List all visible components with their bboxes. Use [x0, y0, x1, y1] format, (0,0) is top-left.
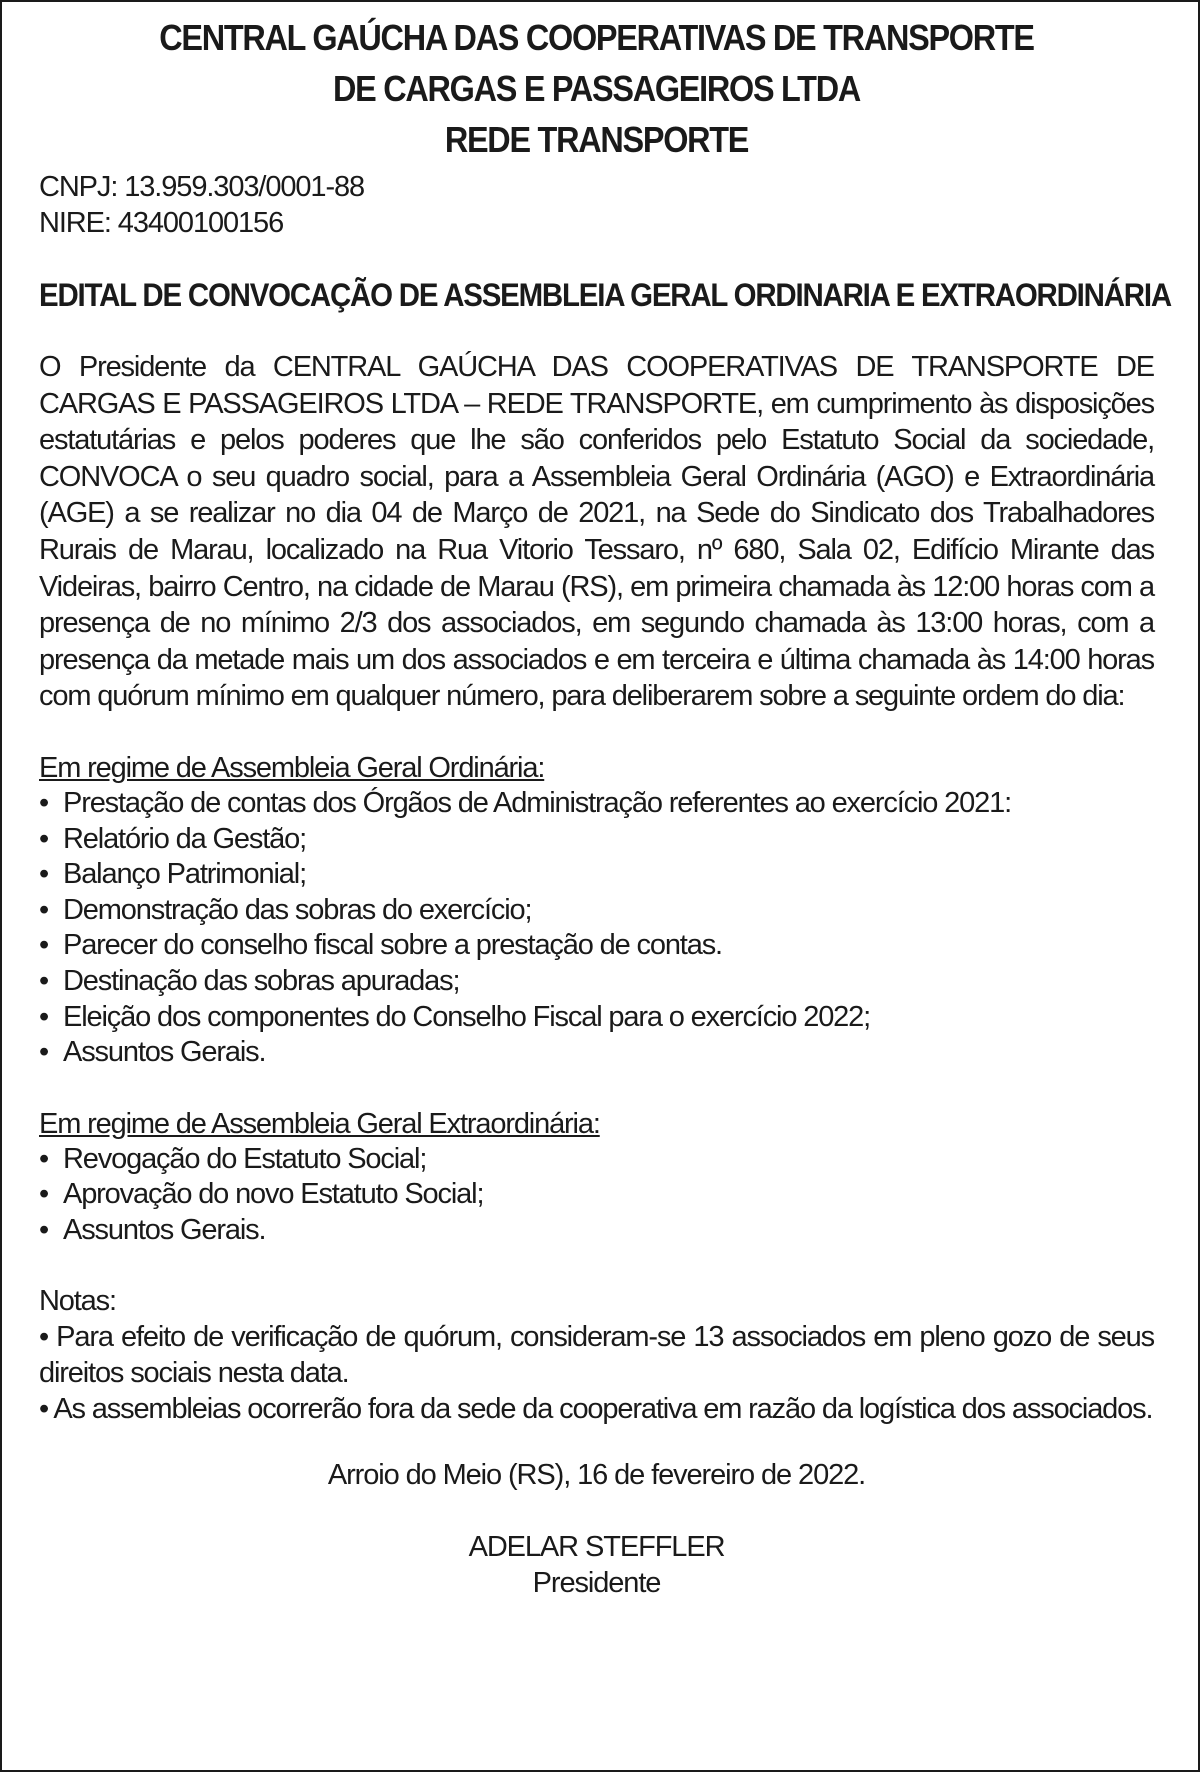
cooperative-name-line-2: DE CARGAS E PASSAGEIROS LTDA — [333, 68, 860, 109]
bullet-icon: • — [39, 964, 49, 997]
bullet-icon: • — [39, 822, 49, 855]
list-item: • Assuntos Gerais. — [39, 1213, 1154, 1249]
bullet-icon: • — [39, 1213, 49, 1246]
bullet-icon: • — [39, 1321, 49, 1354]
age-agenda-list — [39, 1142, 1154, 1249]
notes-section — [39, 1284, 1154, 1427]
bullet-icon: • — [39, 858, 49, 891]
cooperative-name-line-1: CENTRAL GAÚCHA DAS COOPERATIVAS DE TRANSPORTE — [159, 17, 1034, 58]
ago-section — [39, 751, 1154, 1071]
list-item: • Prestação de contas dos Órgãos de Administração referentes ao exercício 2021: — [39, 786, 1154, 822]
bullet-icon: • — [39, 929, 49, 962]
list-item: • Destinação das sobras apuradas; — [39, 964, 1154, 1000]
convocation-paragraph: O Presidente da CENTRAL GAÚCHA DAS COOPERATIVAS DE TRANSPORTE DE CARGAS E PASSAGEIROS LTDA – REDE TRANSPORTE, em cumprimento às disposições estatutárias e pelos poderes que lhe são conferidos pelo Estatuto Social da sociedade, CONVOCA o seu quadro social, para a Assembleia Geral Ordinária (AGO) e Extraordinária (AGE) a se realizar no dia 04 de Março de 2021, na Sede do Sindicato dos Trabalhadores Rurais de Marau, localizado na Rua Vitorio Tessaro, nº 680, Sala 02, Edifício Mirante das Videiras, bairro Centro, na cidade de Marau (RS), em primeira chamada às 12:00 horas com a presença de no mínimo 2/3 dos associados, em segundo chamada às 13:00 horas, com a presença da metade mais um dos associados e em terceira e última chamada às 14:00 horas com quórum mínimo em qualquer número, para deliberarem sobre a seguinte ordem do dia: — [39, 351, 1154, 713]
notice-content — [39, 12, 1171, 1601]
nire-number: NIRE: 43400100156 — [39, 207, 284, 239]
list-item: • Parecer do conselho fiscal sobre a prestação de contas. — [39, 928, 1154, 964]
signatory-name: ADELAR STEFFLER — [468, 1531, 725, 1564]
list-item: • Aprovação do novo Estatuto Social; — [39, 1177, 1154, 1213]
signatory-role: Presidente — [532, 1567, 661, 1600]
place-and-date: Arroio do Meio (RS), 16 de fevereiro de 2022. — [327, 1459, 866, 1492]
list-item: • Balanço Patrimonial; — [39, 857, 1154, 893]
bullet-icon: • — [39, 1178, 49, 1211]
age-section — [39, 1107, 1154, 1249]
note-quorum: • Para efeito de verificação de quórum, consideram-se 13 associados em pleno gozo de seus direitos sociais nesta data. — [39, 1321, 1154, 1390]
list-item: • Relatório da Gestão; — [39, 822, 1154, 858]
signature-block — [39, 1529, 1154, 1601]
bullet-icon: • — [39, 1036, 49, 1069]
notes-label: Notas: — [39, 1285, 116, 1318]
bullet-icon: • — [39, 1142, 49, 1175]
registration-info — [39, 169, 1154, 241]
list-item: • Eleição dos componentes do Conselho Fiscal para o exercício 2022; — [39, 1000, 1154, 1036]
ago-section-title: Em regime de Assembleia Geral Ordinária: — [39, 751, 545, 784]
note-location: • As assembleias ocorrerão fora da sede da cooperativa em razão da logística dos associados. — [39, 1393, 1153, 1426]
list-item: • Assuntos Gerais. — [39, 1035, 1154, 1071]
cooperative-brand-name: REDE TRANSPORTE — [444, 119, 749, 160]
notice-heading: EDITAL DE CONVOCAÇÃO DE ASSEMBLEIA GERAL ORDINARIA E EXTRAORDINÁRIA — [39, 277, 1171, 313]
age-section-title: Em regime de Assembleia Geral Extraordinária: — [39, 1107, 600, 1140]
bullet-icon: • — [39, 1000, 49, 1033]
bullet-icon: • — [39, 1393, 49, 1426]
list-item: • Revogação do Estatuto Social; — [39, 1142, 1154, 1178]
list-item: • Demonstração das sobras do exercício; — [39, 893, 1154, 929]
cnpj-number: CNPJ: 13.959.303/0001-88 — [39, 171, 365, 203]
bullet-icon: • — [39, 786, 49, 819]
bullet-icon: • — [39, 893, 49, 926]
ago-agenda-list — [39, 786, 1154, 1071]
